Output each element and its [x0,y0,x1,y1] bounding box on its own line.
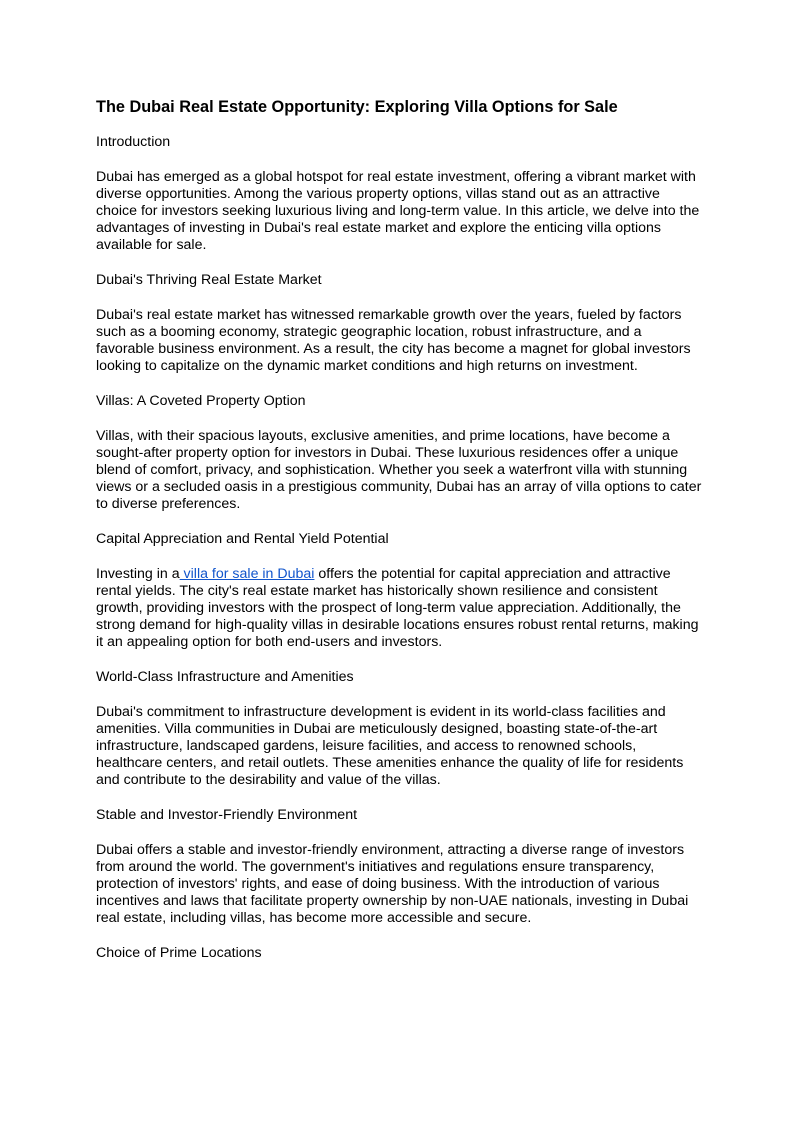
section-heading-stable-environment: Stable and Investor-Friendly Environment [96,807,358,823]
section-heading-prime-locations: Choice of Prime Locations [96,945,262,961]
section-heading-capital-appreciation: Capital Appreciation and Rental Yield Potential [96,531,389,547]
document-title: The Dubai Real Estate Opportunity: Exploring Villa Options for Sale [96,98,618,116]
paragraph-thriving-market: Dubai's real estate market has witnessed remarkable growth over the years, fueled by factors such as a booming economy, strategic geographic location, robust infrastructure, and a favorable business environment. As a result, the city has become a magnet for global investors looking to capitalize on the dynamic market conditions and high returns on investment. [96,307,691,374]
paragraph-stable-environment: Dubai offers a stable and investor-friendly environment, attracting a diverse range of investors from around the world. The government's initiatives and regulations ensure transparency, protection of investors' rights, and ease of doing business. With the introduction of various incentives and laws that facilitate property ownership by non-UAE nationals, investing in Dubai real estate, including villas, has become more accessible and secure. [96,842,689,926]
section-heading-infrastructure: World-Class Infrastructure and Amenities [96,669,354,685]
paragraph-infrastructure: Dubai's commitment to infrastructure development is evident in its world-class facilities and amenities. Villa communities in Dubai are meticulously designed, boasting state-of-the-art infrastructure, landscaped gardens, leisure facilities, and access to renowned schools, healthcare centers, and retail outlets. These amenities enhance the quality of life for residents and contribute to the desirability and value of the villas. [96,704,684,788]
section-heading-introduction: Introduction [96,134,171,150]
paragraph-introduction: Dubai has emerged as a global hotspot for real estate investment, offering a vibrant market with diverse opportunities. Among the various property options, villas stand out as an attractive choice for investors seeking luxurious living and long-term value. In this article, we delve into the advantages of investing in Dubai's real estate market and explore the enticing villa options available for sale. [96,169,700,253]
paragraph-capital-appreciation [96,566,702,651]
villa-for-sale-link[interactable]: villa for sale in Dubai [179,566,315,582]
paragraph-text-before-link: Investing in a [96,566,180,582]
section-heading-thriving-market: Dubai's Thriving Real Estate Market [96,272,322,288]
document-page [96,97,702,980]
section-heading-villas: Villas: A Coveted Property Option [96,393,306,409]
paragraph-text-after-link: offers the potential for capital appreciation and attractive rental yields. The city's real estate market has historically shown resilience and consistent growth, providing investors with the prospect of long-term value appreciation. Additionally, the strong demand for high-quality villas in desirable locations ensures robust rental returns, making it an appealing option for both end-users and investors. [96,566,699,650]
paragraph-villas: Villas, with their spacious layouts, exclusive amenities, and prime locations, have become a sought-after property option for investors in Dubai. These luxurious residences offer a unique blend of comfort, privacy, and sophistication. Whether you seek a waterfront villa with stunning views or a secluded oasis in a prestigious community, Dubai has an array of villa options to cater to diverse preferences. [96,428,702,512]
